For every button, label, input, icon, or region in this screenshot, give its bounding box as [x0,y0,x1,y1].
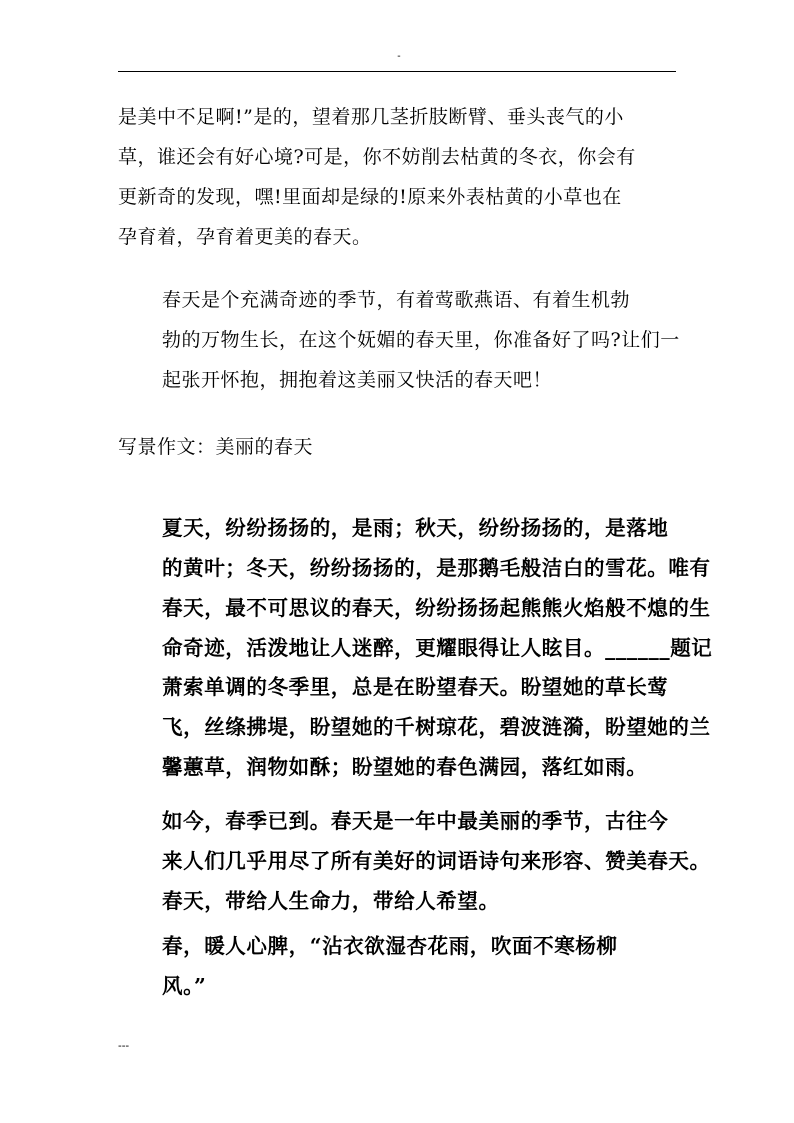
text-line: 萧索单调的冬季里，总是在盼望春天。盼望她的草长莺 [162,675,669,699]
paragraph-epigraph [118,508,713,668]
text-line: 草，谁还会有好心境?可是，你不妨削去枯黄的冬衣，你会有 [118,146,636,168]
text-line: 飞，丝绦拂堤，盼望她的千树琼花，碧波涟漪，盼望她的兰 [162,715,711,739]
paragraph-intro-ending [118,97,678,257]
text-line: 风。” [162,974,207,998]
paragraph-warmth [118,926,678,1006]
text-line: 是美中不足啊!”是的，望着那几茎折肢断臂、垂头丧气的小 [118,106,624,128]
header-mark: - [397,51,401,62]
text-line: 起张开怀抱，拥抱着这美丽又快活的春天吧！ [162,369,553,391]
text-line: 勃的万物生长，在这个妩媚的春天里，你准备好了吗?让们一 [162,329,680,351]
text-line: 更新奇的发现，嘿!里面却是绿的!原来外表枯黄的小草也在 [118,186,622,208]
paragraph-arrival [118,801,711,921]
paragraph-conclusion [118,280,678,400]
paragraph-longing [118,667,711,787]
text-line: 夏天，纷纷扬扬的，是雨；秋天，纷纷扬扬的，是落地 [162,516,669,540]
section-title [118,427,678,467]
text-line: 春天，带给人生命力，带给人希望。 [162,889,500,913]
text-line: 孕育着，孕育着更美的春天。 [118,226,372,248]
text-line: 命奇迹，活泼地让人迷醉，更耀眼得让人眩目。______题记 [162,636,713,660]
text-line: 春天是个充满奇迹的季节，有着莺歌燕语、有着生机勃 [162,289,631,311]
text-line: 春，暖人心脾，“沾衣欲湿杏花雨，吹面不寒杨柳 [162,934,618,958]
title-line: 写景作文：美丽的春天 [118,436,314,458]
text-line: 如今，春季已到。春天是一年中最美丽的季节，古往今 [162,809,669,833]
text-line: 春天，最不可思议的春天，纷纷扬扬起熊熊火焰般不熄的生 [162,596,711,620]
text-line: 馨蕙草，润物如酥；盼望她的春色满园，落红如雨。 [162,755,648,779]
text-line: 来人们几乎用尽了所有美好的词语诗句来形容、赞美春天。 [162,849,711,873]
text-line: 的黄叶；冬天，纷纷扬扬的，是那鹅毛般洁白的雪花。唯有 [162,556,711,580]
footer-mark: --- [118,1039,130,1052]
header-rule [118,71,676,72]
